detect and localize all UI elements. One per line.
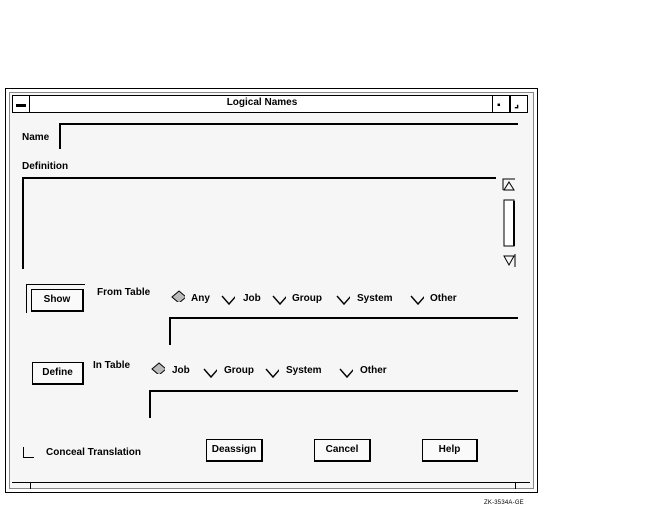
from-table-other-field[interactable] <box>169 317 518 345</box>
radio-unselected-icon <box>339 367 353 379</box>
in-table-option-label: System <box>286 365 322 376</box>
help-button[interactable]: Help <box>422 439 478 462</box>
window-menu-icon: ▬ <box>16 99 26 110</box>
in-table-other-field[interactable] <box>149 390 518 418</box>
name-field[interactable] <box>59 123 518 149</box>
in-table-option-label: Other <box>360 365 387 376</box>
scroll-thumb[interactable] <box>504 200 514 246</box>
radio-unselected-icon <box>336 294 350 306</box>
radio-unselected-icon <box>272 294 286 306</box>
show-button[interactable]: Show <box>31 289 84 312</box>
from-table-option-label: Job <box>243 293 261 304</box>
definition-label: Definition <box>22 161 69 172</box>
in-table-option-label: Job <box>172 365 190 376</box>
resize-handle-right[interactable] <box>515 482 516 489</box>
window-title: Logical Names <box>226 97 298 108</box>
name-label: Name <box>22 132 50 143</box>
deassign-button[interactable]: Deassign <box>206 439 263 462</box>
radio-unselected-icon <box>221 294 235 306</box>
radio-unselected-icon <box>410 294 424 306</box>
window-bottom-edge <box>12 482 530 483</box>
radio-unselected-icon <box>265 367 279 379</box>
definition-textarea[interactable] <box>22 177 496 269</box>
cancel-button[interactable]: Cancel <box>314 439 371 462</box>
from-table-option-label: System <box>357 293 393 304</box>
conceal-translation-checkbox[interactable] <box>23 447 34 458</box>
minimize-icon: ▪ <box>497 100 501 111</box>
window-menu-button[interactable] <box>12 95 30 113</box>
scroll-up-arrow-icon[interactable] <box>503 179 515 190</box>
define-button[interactable]: Define <box>32 362 84 385</box>
from-table-label: From Table <box>97 287 151 298</box>
from-table-option-label: Other <box>430 293 457 304</box>
from-table-option-label: Any <box>191 293 210 304</box>
from-table-option-label: Group <box>292 293 322 304</box>
resize-handle-left[interactable] <box>30 482 31 489</box>
radio-selected-icon <box>171 290 185 302</box>
definition-scrollbar[interactable] <box>502 178 516 268</box>
in-table-label: In Table <box>93 360 131 371</box>
radio-unselected-icon <box>203 367 217 379</box>
maximize-icon: ⌟ <box>514 98 520 110</box>
conceal-translation-label: Conceal Translation <box>46 447 142 458</box>
minimize-button[interactable] <box>492 95 510 113</box>
scroll-down-arrow-icon[interactable] <box>504 254 515 267</box>
figure-id: ZK-3534A-GE <box>484 500 524 506</box>
radio-selected-icon <box>151 362 165 374</box>
maximize-button[interactable] <box>510 95 528 113</box>
in-table-option-label: Group <box>224 365 254 376</box>
